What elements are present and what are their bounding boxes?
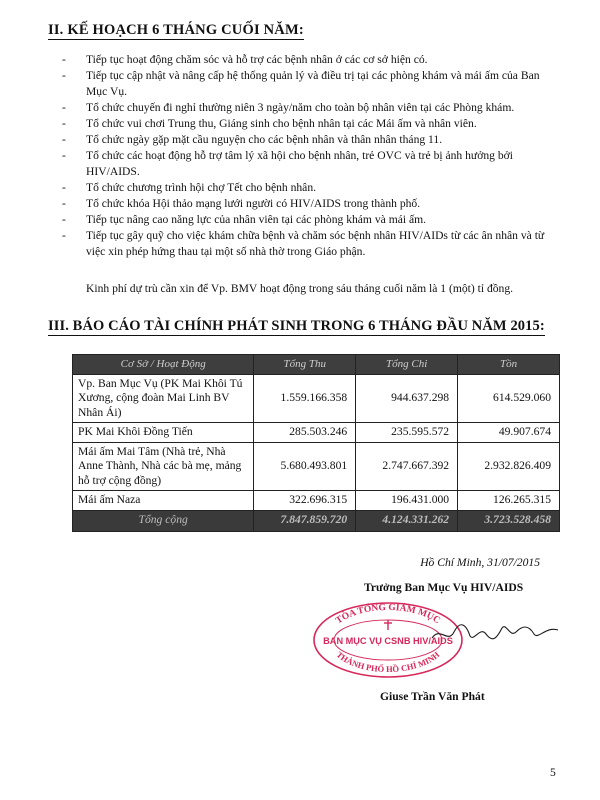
header-cell-income: Tổng Thu [254,355,356,375]
page-number: 5 [550,766,556,779]
income-cell: 5.680.493.801 [254,442,356,491]
table-row [73,491,560,511]
facility-cell: PK Mai Khôi Đồng Tiến [73,423,254,443]
plan-item [62,52,562,68]
bullet-dash: - [62,229,66,243]
plan-item-text: Tiếp tục nâng cao năng lực của nhân viên tại các phòng khám và mái ấm. [86,212,427,226]
budget-note: Kinh phí dự trù cần xin để Vp. BMV hoạt động trong sáu tháng cuối năm là 1 (một) tỉ đồng. [86,282,514,295]
bullet-dash: - [62,180,66,194]
expense-cell: 235.595.572 [356,423,458,443]
bullet-dash: - [62,212,66,226]
table-header-row [73,355,560,375]
bullet-dash: - [62,149,66,163]
income-cell: 1.559.166.358 [254,374,356,423]
section-3-heading: III. BÁO CÁO TÀI CHÍNH PHÁT SINH TRONG 6 THÁNG ĐẦU NĂM 2015: [48,318,545,334]
header-cell-balance: Tồn [458,355,560,375]
bullet-dash: - [62,132,66,146]
plan-item [62,180,562,196]
plan-item-text: Tổ chức khóa Hội thảo mạng lưới người có HIV/AIDS trong thành phố. [86,196,421,210]
plan-item-text: Tổ chức chương trình hội chợ Tết cho bệnh nhân. [86,180,317,194]
total-income-cell: 7.847.859.720 [254,510,356,531]
income-cell: 322.696.315 [254,491,356,511]
balance-cell: 126.265.315 [458,491,560,511]
cross-icon [384,620,392,630]
seal-center-text: BAN MỤC VỤ CSNB HIV/AIDS [323,636,453,646]
balance-cell: 614.529.060 [458,374,560,423]
table-row [73,374,560,423]
total-balance-cell: 3.723.528.458 [458,510,560,531]
plan-item [62,116,562,132]
plan-item-text: Tiếp tục hoạt động chăm sóc và hỗ trợ các bệnh nhân ở các cơ sở hiện có. [86,53,428,66]
plan-item-text: Tiếp tục gây quỹ cho việc khám chữa bệnh và chăm sóc bệnh nhân HIV/AIDs từ các ân nhân và từ việc xin phép hứng thau tại một số nhà thờ trong Giáo phận. [86,229,545,258]
signer-name: Giuse Trần Văn Phát [380,690,485,703]
plan-item [62,68,562,99]
signer-title: Trưởng Ban Mục Vụ HIV/AIDS [364,581,524,594]
seal-bottom-text: THÀNH PHỐ HỒ CHÍ MINH [334,649,442,675]
table-row [73,423,560,443]
plan-list [62,52,562,260]
total-label-cell: Tổng cộng [73,510,254,531]
facility-cell: Mái ấm Mai Tâm (Nhà trẻ, Nhà Anne Thành, Nhà các bà mẹ, mảng hỗ trợ cộng đồng) [73,442,254,491]
plan-item-text: Tiếp tục cập nhật và nâng cấp hệ thống quản lý và điều trị tại các phòng khám và mái ấm của Ban Mục Vụ. [86,69,540,98]
plan-item [62,196,562,212]
section-2-heading: II. KẾ HOẠCH 6 THÁNG CUỐI NĂM: [48,22,304,38]
header-cell-expense: Tổng Chi [356,355,458,375]
bullet-dash: - [62,196,66,210]
bullet-dash: - [62,100,66,114]
handwritten-signature [430,618,560,648]
plan-item-text: Tổ chức vui chơi Trung thu, Giáng sinh cho bệnh nhân tại các Mái ấm và nhân viên. [86,116,477,130]
place-date: Hồ Chí Minh, 31/07/2015 [420,556,540,569]
table-row [73,442,560,491]
plan-item [62,228,562,259]
bullet-dash: - [62,69,66,83]
financial-table [72,354,560,532]
income-cell: 285.503.246 [254,423,356,443]
expense-cell: 2.747.667.392 [356,442,458,491]
table-total-row [73,510,560,531]
bullet-dash: - [62,53,66,66]
plan-item [62,132,562,148]
seal-top-text: TÒA TỔNG GIÁM MỤC [334,602,442,627]
bullet-dash: - [62,116,66,130]
facility-cell: Mái ấm Naza [73,491,254,511]
plan-item-text: Tổ chức ngày gặp mặt cầu nguyện cho các bệnh nhân và thân nhân tháng 11. [86,132,443,146]
plan-item [62,148,562,179]
balance-cell: 2.932.826.409 [458,442,560,491]
plan-item-text: Tổ chức các hoạt động hỗ trợ tâm lý xã hội cho bệnh nhân, trẻ OVC và trẻ bị ảnh hưởng bởi HIV/AIDS. [86,149,513,178]
header-cell-facility: Cơ Sở / Hoạt Động [73,355,254,375]
balance-cell: 49.907.674 [458,423,560,443]
expense-cell: 944.637.298 [356,374,458,423]
plan-item [62,100,562,116]
facility-cell: Vp. Ban Mục Vụ (PK Mai Khôi Tú Xương, cộng đoàn Mai Linh BV Nhân Ái) [73,374,254,423]
total-expense-cell: 4.124.331.262 [356,510,458,531]
plan-item-text: Tổ chức chuyến đi nghỉ thường niên 3 ngày/năm cho toàn bộ nhân viên tại các Phòng khám. [86,100,515,114]
plan-item [62,212,562,228]
expense-cell: 196.431.000 [356,491,458,511]
